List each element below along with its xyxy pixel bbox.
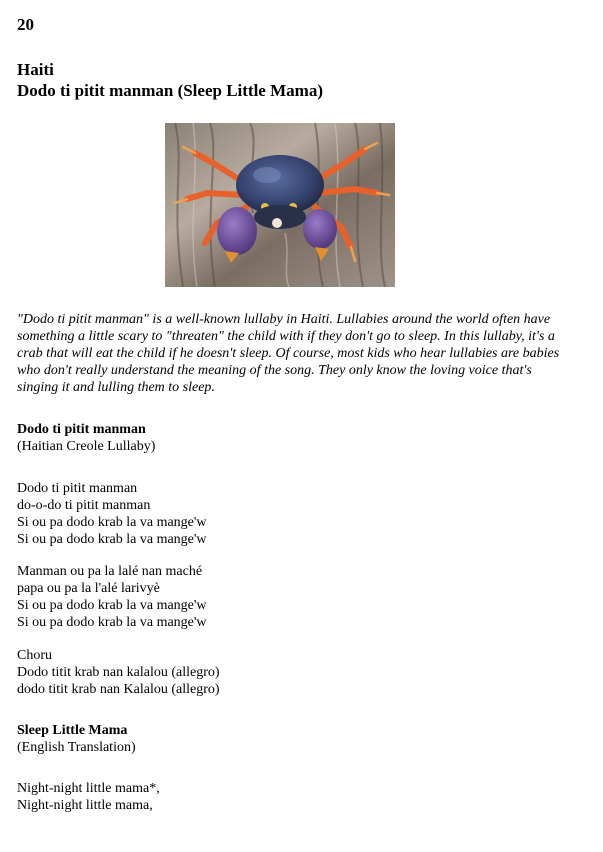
song-title: Dodo ti pitit manman (Sleep Little Mama) (17, 81, 323, 100)
creole-heading: Dodo ti pitit manman (17, 422, 146, 437)
lyric-line: Manman ou pa la lalé nan maché (17, 564, 203, 579)
country-heading: Haiti (17, 60, 54, 79)
creole-header (17, 421, 577, 455)
lyric-line: Night-night little mama*, (17, 781, 160, 796)
crab-photo (165, 123, 395, 287)
creole-subheading: (Haitian Creole Lullaby) (17, 439, 156, 454)
creole-verse-1 (17, 480, 577, 548)
lyric-line: Night-night little mama, (17, 798, 153, 813)
english-verse-1 (17, 780, 577, 814)
lyric-line: Si ou pa dodo krab la va mange'w (17, 598, 207, 613)
lyric-line: Si ou pa dodo krab la va mange'w (17, 615, 207, 630)
english-heading: Sleep Little Mama (17, 723, 128, 738)
intro-paragraph: "Dodo ti pitit manman" is a well-known lullaby in Haiti. Lullabies around the world often have something a little scary to "threaten" the child with if they don't go to sleep. In this lullaby, it's a crab that will eat the child if he doesn't sleep. Of course, most kids who hear lullabies are babies who don't really understand the meaning of the song. They only know the loving voice that's singing it and lulling them to sleep. (17, 312, 560, 395)
english-subheading: (English Translation) (17, 740, 136, 755)
creole-verse-2 (17, 563, 577, 631)
lyric-line: Si ou pa dodo krab la va mange'w (17, 515, 207, 530)
creole-chorus (17, 647, 577, 698)
lyric-line: Si ou pa dodo krab la va mange'w (17, 532, 207, 547)
chorus-label: Choru (17, 648, 52, 663)
crab-illustration (165, 123, 395, 287)
lyric-line: dodo titit krab nan Kalalou (allegro) (17, 682, 220, 697)
page-number: 20 (17, 15, 34, 34)
lyric-line: Dodo titit krab nan kalalou (allegro) (17, 665, 220, 680)
lyric-line: do-o-do ti pitit manman (17, 498, 151, 513)
english-header (17, 722, 577, 756)
lyric-line: Dodo ti pitit manman (17, 481, 138, 496)
lyric-line: papa ou pa la l'alé larivyè (17, 581, 160, 596)
